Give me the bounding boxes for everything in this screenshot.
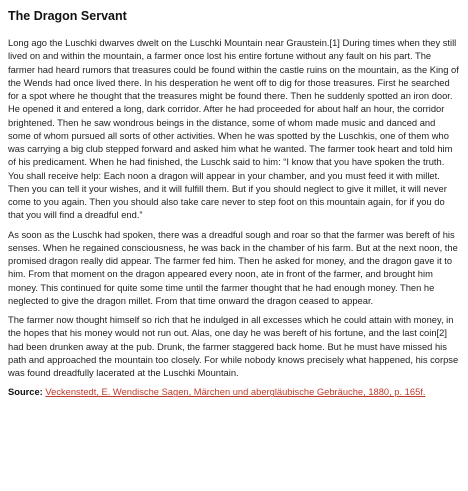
story-paragraph-3: The farmer now thought himself so rich that he indulged in all excesses which he could attain with money, in the hopes that his money would not run out. Alas, one day he was bereft of his fortune, and the last coin[2] had been drunken away at the pub. Drunk, the farmer staggered back home. But he must have missed his path and approached the mountain too closely. For while nobody knows precisely what happened, his corpse was found dreadfully lacerated at the Luschki Mountain.: [8, 315, 459, 378]
source-citation: [8, 386, 460, 399]
story-paragraph-2: As soon as the Luschk had spoken, there was a dreadful sough and roar so that the farmer was bereft of his senses. When he regained consciousness, he was back in the chamber of his farm. But at the next noon, the promised dragon really did appear. The farmer fed him. Then he asked for money, and the dragon gave it to him. From that moment on the dragon appeared every noon, ate in front of the farmer, and brought him money. This continued for quite some time until the farmer thought that he had enough money. Then he neglected to give the dragon millet. From that time onward the dragon ceased to appear.: [8, 229, 458, 306]
story-paragraph-1: Long ago the Luschki dwarves dwelt on the Luschki Mountain near Graustein.[1] During times when they still lived on and within the mountain, a farmer once lost his entire fortune without any fault on his part. The farmer had heard rumors that treasures could be found within the castle ruins on the mountain, as the King of the Wends had once lived there. In his desperation he went off to dig for those treasures. First he searched for a spot where he thought that the treasures might be found there. Then he suddenly spotted an iron door. He opened it and entered a long, dark corridor. After he had proceeded for about half an hour, the corridor brightened. Then he saw wondrous beings in the distance, some of whom made music and danced and some of whom pursued all sorts of other activities. When he was spotted by the Luschkis, one of them who was carrying a big club stepped forward and asked him what he wanted. The farmer took heart and told him of his predicament. When he had finished, the Luschk said to him: “I know that you have spoken the truth. You shall receive help: Each noon a dragon will appear in your chamber, and you must feed it with millet. Then you can tell it your wishes, and it will fulfill them. But if you should neglect to give it millet, it will never come to you again. Then you should also take care never to step foot on this mountain again, for if you do that you will find a dreadful end.”: [8, 38, 459, 221]
story-title: The Dragon Servant: [8, 9, 127, 23]
source-label: Source:: [8, 387, 43, 398]
source-link[interactable]: Veckenstedt, E. Wendische Sagen, Märchen und abergläubische Gebräuche, 1880, p. 165f.: [45, 387, 426, 398]
